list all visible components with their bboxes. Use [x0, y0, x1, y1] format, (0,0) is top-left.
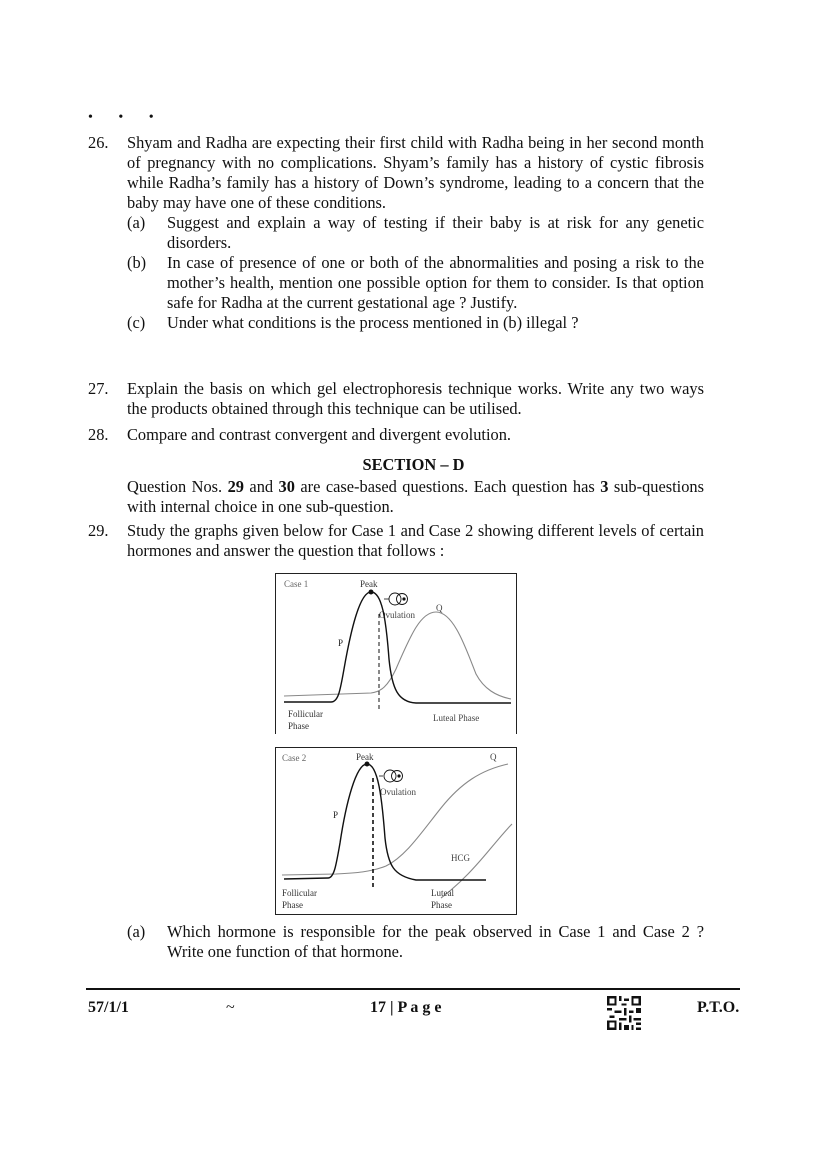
section-heading: SECTION – D: [362, 455, 465, 474]
subpart-text: In case of presence of one or both of the abnormalities and posing a risk to the mother’s health, mention one possible option for them to consider. Is that option safe for Radha at the current gestational age ? Justify.: [167, 253, 704, 312]
p-label: P: [338, 638, 344, 648]
case-label: Case 1: [284, 579, 309, 589]
luteal-phase-label: Phase: [431, 900, 452, 910]
graph-case-1: [275, 573, 517, 734]
subpart-text: Suggest and explain a way of testing if their baby is at risk for any genetic disorders.: [167, 213, 704, 252]
ovulation-icon: [379, 770, 403, 782]
subpart-text: Which hormone is responsible for the peak observed in Case 1 and Case 2 ? Write one function of that hormone.: [167, 922, 704, 961]
follicular-label: Follicular: [288, 709, 323, 719]
ovulation-icon: [384, 593, 408, 605]
subpart-label: (a): [127, 213, 146, 232]
subpart-a: [127, 922, 704, 962]
question-number: 28.: [88, 425, 109, 444]
footer-tilde: ~: [226, 999, 235, 1016]
page-marker-dots: • • •: [88, 110, 165, 125]
paper-code: 57/1/1: [88, 999, 129, 1016]
ovulation-label: Ovulation: [380, 787, 416, 797]
follicular-label: Follicular: [282, 888, 317, 898]
subpart-label: (b): [127, 253, 147, 272]
hormone-q-curve: [284, 612, 511, 699]
follicular-phase-label: Phase: [288, 721, 309, 731]
question-27: [88, 379, 704, 419]
subpart-b: [127, 253, 704, 313]
intro-bold-number: 30: [278, 477, 295, 496]
q-label: Q: [436, 603, 443, 613]
peak-label: Peak: [356, 752, 374, 762]
question-number: 27.: [88, 379, 109, 398]
hormone-p-curve: [284, 592, 511, 703]
subpart-c: [127, 313, 704, 333]
section-intro: [88, 477, 704, 517]
intro-text: Question Nos.: [127, 477, 228, 496]
page-number: 17 | P a g e: [370, 999, 442, 1016]
subpart-text: Under what conditions is the process mentioned in (b) illegal ?: [167, 313, 579, 332]
ovulation-label: Ovulation: [379, 610, 415, 620]
question-number: 29.: [88, 521, 109, 540]
intro-text: and: [243, 477, 279, 496]
question-26: [88, 133, 704, 333]
peak-label: Peak: [360, 579, 378, 589]
p-label: P: [333, 810, 339, 820]
follicular-phase-label: Phase: [282, 900, 303, 910]
question-text: Shyam and Radha are expecting their first child with Radha being in her second month of pregnancy with no complications. Shyam’s family has a history of cystic fibrosis while Radha’s family has a history of Down’s syndrome, leading to a concern that the baby may have one of these conditions.: [127, 133, 704, 212]
subpart-label: (a): [127, 922, 146, 941]
luteal-phase-label: Luteal Phase: [433, 713, 480, 723]
q-label: Q: [490, 752, 497, 762]
question-number: 26.: [88, 133, 109, 152]
graph-case-2: [275, 747, 517, 915]
subpart-a: [127, 213, 704, 253]
intro-text: are case-based questions. Each question has: [294, 477, 601, 496]
question-text: Study the graphs given below for Case 1 and Case 2 showing different levels of certain hormones and answer the question that follows :: [127, 521, 704, 560]
intro-bold-number: 29: [227, 477, 244, 496]
qr-code-icon: [607, 996, 641, 1030]
luteal-label: Luteal: [431, 888, 454, 898]
intro-text: sub-questions with internal choice in one sub-question.: [127, 477, 704, 516]
question-28: [88, 425, 704, 445]
pto-label: P.T.O.: [697, 999, 740, 1016]
question-29-subparts: [88, 922, 704, 962]
case-label: Case 2: [282, 753, 307, 763]
question-text: Compare and contrast convergent and divergent evolution.: [127, 425, 512, 444]
section-intro-text: [127, 477, 704, 517]
footer-divider: [86, 988, 740, 990]
subpart-label: (c): [127, 313, 146, 332]
question-29: [88, 521, 704, 561]
question-text: Explain the basis on which gel electrophoresis technique works. Write any two ways the products obtained through this technique can be utilised.: [127, 379, 704, 418]
intro-bold-number: 3: [600, 477, 609, 496]
hcg-label: HCG: [451, 853, 471, 863]
